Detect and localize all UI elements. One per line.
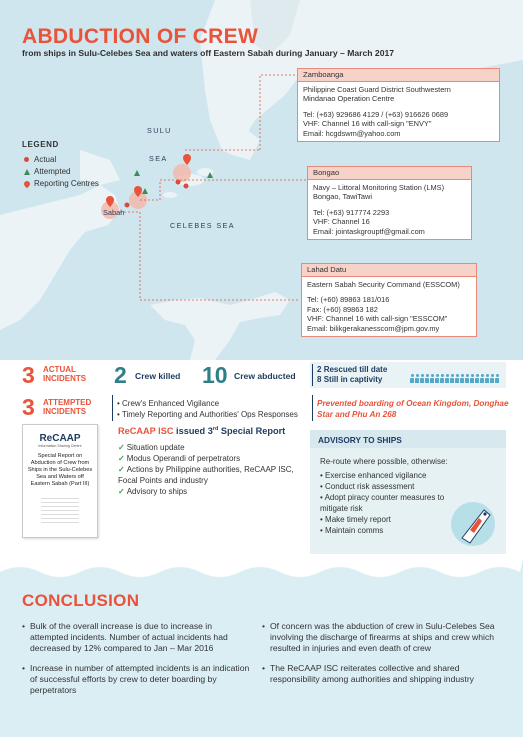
person-icon — [485, 374, 489, 383]
person-icon — [425, 374, 429, 383]
advisory-title: ADVISORY TO SHIPS — [310, 430, 506, 448]
advisory-item: • Exercise enhanced vigilance — [320, 471, 427, 480]
recaap-logo: ReCAAP — [39, 433, 81, 444]
legend-label: Reporting Centres — [34, 179, 99, 188]
infobox-vhf: VHF: Channel 16 — [313, 217, 370, 226]
person-icon — [460, 374, 464, 383]
people-icons — [410, 374, 499, 383]
check-icon: ✓ — [118, 487, 125, 496]
prevented-text: Prevented boarding of Ocean Kingdom, Donghae Star and Phu An 268 — [317, 399, 509, 419]
person-icon — [430, 374, 434, 383]
cover-lines — [41, 498, 79, 524]
conclusion-item: • Of concern was the abduction of crew in Sulu-Celebes Sea involving the discharge of firearms at ships and crew which resulted in injuries and even death of crew — [262, 621, 502, 654]
infobox-line: Bongao, TawiTawi — [313, 192, 373, 201]
advisory-item: • Make timely report — [320, 515, 391, 524]
conclusion-right — [262, 621, 502, 694]
map-label-celebes: CELEBES SEA — [170, 221, 235, 230]
attempted-reason: • Crew's Enhanced Vigilance — [117, 399, 220, 408]
attempted-label — [43, 398, 91, 416]
reason-text: Crew's Enhanced Vigilance — [122, 399, 220, 408]
person-icon — [495, 374, 499, 383]
infobox-vhf: VHF: Channel 16 with call-sign "ESSCOM" — [307, 314, 448, 323]
person-icon — [420, 374, 424, 383]
actual-count: 3 — [22, 362, 35, 388]
infobox-tel: Tel: (+63) 917774 2293 — [313, 207, 390, 217]
legend-label: Actual — [34, 155, 57, 164]
map-label-sea: SEA — [149, 154, 168, 163]
advisory-item-text: Adopt piracy counter measures to mitigate risk — [320, 493, 445, 513]
cover-title: Special Report on Abduction of Crew from Ships in the Sulu-Celebes Sea and Waters off Eastern Sabah (Part III) — [27, 453, 93, 487]
person-icon — [475, 374, 479, 383]
report-item — [118, 486, 298, 497]
advisory-panel — [310, 430, 506, 554]
person-icon — [470, 374, 474, 383]
report-item — [118, 464, 298, 486]
abducted-label: Crew abducted — [234, 371, 296, 381]
infobox-title: Lahad Datu — [302, 264, 476, 277]
infobox-line: Navy – Littoral Monitoring Station (LMS) — [313, 182, 445, 192]
person-icon — [440, 374, 444, 383]
report-item-text: Situation update — [126, 443, 185, 452]
person-icon — [450, 374, 454, 383]
advisory-item-text: Exercise enhanced vigilance — [325, 471, 427, 480]
report-heading-sup: rd — [212, 426, 219, 432]
rescued-count: 2 — [317, 365, 322, 374]
attempted-marker — [142, 188, 148, 194]
report-heading-issued: issued 3 — [176, 426, 213, 437]
infobox-tel: Tel: (+60) 89863 181/016 — [307, 295, 390, 304]
infobox-zamboanga — [297, 68, 500, 142]
advisory-item: • Conduct risk assessment — [320, 482, 415, 491]
green-triangle-icon — [24, 169, 30, 175]
legend-item-attempted — [22, 166, 99, 177]
special-report-cover — [22, 424, 98, 538]
report-item-text: Advisory to ships — [126, 487, 188, 496]
rescue-stats — [317, 365, 387, 384]
attempted-label-line1: ATTEMPTED — [43, 398, 92, 407]
legend-label: Attempted — [34, 167, 71, 176]
report-heading-report: Special Report — [220, 426, 286, 437]
infobox-tel: Tel: (+63) 929686 4129 / (+63) 916626 0689 — [303, 109, 449, 119]
person-icon — [455, 374, 459, 383]
wave-decoration — [0, 558, 523, 588]
recaap-logo-sub: Information Sharing Centre — [38, 444, 82, 448]
infobox-bongao — [307, 166, 472, 240]
rescued-label: Rescued till date — [323, 365, 388, 374]
map-label-sulu: SULU — [147, 126, 172, 135]
legend-item-reporting — [22, 178, 99, 189]
infobox-title: Bongao — [308, 167, 471, 180]
check-icon: ✓ — [118, 454, 125, 463]
legend — [22, 140, 99, 190]
divider — [112, 395, 113, 421]
advisory-item-text: Maintain comms — [325, 526, 384, 535]
actual-label — [43, 365, 86, 383]
pin-icon — [183, 154, 191, 165]
advisory-item: • Maintain comms — [320, 526, 384, 535]
legend-title: LEGEND — [22, 140, 59, 149]
report-item-text: Modus Operandi of perpetrators — [126, 454, 241, 463]
report-item — [118, 453, 298, 464]
page-subtitle: from ships in Sulu-Celebes Sea and waters off Eastern Sabah during January – March 2017 — [22, 48, 395, 58]
infobox-line: Philippine Coast Guard District Southwestern — [303, 84, 451, 94]
report-items — [118, 442, 298, 497]
conclusion-item: • The ReCAAP ISC reiterates collective and shared responsibility among authorities and shipping industry — [262, 663, 502, 685]
infobox-vhf: VHF: Channel 16 with call-sign "ENVY" — [303, 119, 432, 128]
killed-label: Crew killed — [135, 371, 181, 381]
report-heading — [118, 426, 285, 436]
conclusion-item: • Increase in number of attempted incidents is an indication of successful efforts by crew to deter boarding by perpetrators — [22, 663, 250, 696]
zone-zamboanga — [173, 164, 191, 182]
report-heading-org: ReCAAP ISC — [118, 426, 174, 437]
attempted-count: 3 — [22, 394, 35, 420]
actual-label-line2: INCIDENTS — [43, 374, 87, 383]
advisory-item-text: Conduct risk assessment — [325, 482, 415, 491]
infobox-email: Email: bilikgerakanesscom@jpm.gov.my — [307, 323, 440, 333]
infobox-email: Email: hcgdswm@yahoo.com — [303, 128, 401, 138]
killed-count: 2 — [114, 362, 127, 388]
person-icon — [435, 374, 439, 383]
infobox-lahad-datu — [301, 263, 477, 337]
infobox-line: Eastern Sabah Security Command (ESSCOM) — [307, 279, 460, 289]
person-icon — [410, 374, 414, 383]
captive-count: 8 — [317, 374, 322, 384]
legend-item-actual — [22, 154, 99, 165]
infobox-line: Mindanao Operation Centre — [303, 94, 395, 103]
advisory-list — [320, 470, 456, 536]
attempted-label-line2: INCIDENTS — [43, 407, 87, 416]
abducted-count: 10 — [202, 362, 228, 388]
map-label-sabah: Sabah — [103, 208, 125, 217]
reason-text: Timely Reporting and Authorities' Ops Responses — [121, 410, 298, 419]
report-item — [118, 442, 298, 453]
page-title: ABDUCTION OF CREW — [22, 25, 259, 48]
actual-marker — [184, 184, 189, 189]
divider — [312, 395, 313, 421]
ship-icon-bow — [483, 512, 486, 515]
report-item-text: Actions by Philippine authorities, ReCAAP ISC, Focal Points and industry — [118, 465, 294, 485]
conclusion-item: • Bulk of the overall increase is due to increase in attempted incidents. Number of actual incidents had decreased by 12% compared to Jan – Mar 2016 — [22, 621, 250, 654]
actual-label-line1: ACTUAL — [43, 365, 76, 374]
person-icon — [445, 374, 449, 383]
infobox-email: Email: jointaskgrouptf@gmail.com — [313, 226, 425, 236]
pin-icon — [22, 179, 30, 187]
attempted-reason: • Timely Reporting and Authorities' Ops Responses — [117, 410, 298, 419]
island-b — [163, 192, 177, 198]
check-icon: ✓ — [118, 443, 125, 452]
conclusion-left — [22, 621, 250, 705]
advisory-intro: Re-route where possible, otherwise: — [320, 457, 448, 466]
attempted-marker — [134, 170, 140, 176]
actual-marker — [125, 203, 130, 208]
attempted-reasons — [117, 398, 298, 420]
advisory-item: • Adopt piracy counter measures to mitigate risk — [320, 493, 445, 513]
check-icon: ✓ — [118, 465, 125, 474]
infobox-fax: Fax: (+60) 89863 182 — [307, 304, 378, 314]
infobox-title: Zamboanga — [298, 69, 499, 82]
person-icon — [480, 374, 484, 383]
captive-label: Still in captivity — [323, 374, 383, 384]
ship-icon — [448, 496, 498, 548]
person-icon — [465, 374, 469, 383]
divider — [312, 364, 313, 386]
person-icon — [415, 374, 419, 383]
conclusion-title: CONCLUSION — [22, 591, 140, 610]
advisory-item-text: Make timely report — [325, 515, 391, 524]
red-dot-icon — [24, 157, 29, 162]
land-sulawesi — [150, 292, 290, 360]
person-icon — [490, 374, 494, 383]
